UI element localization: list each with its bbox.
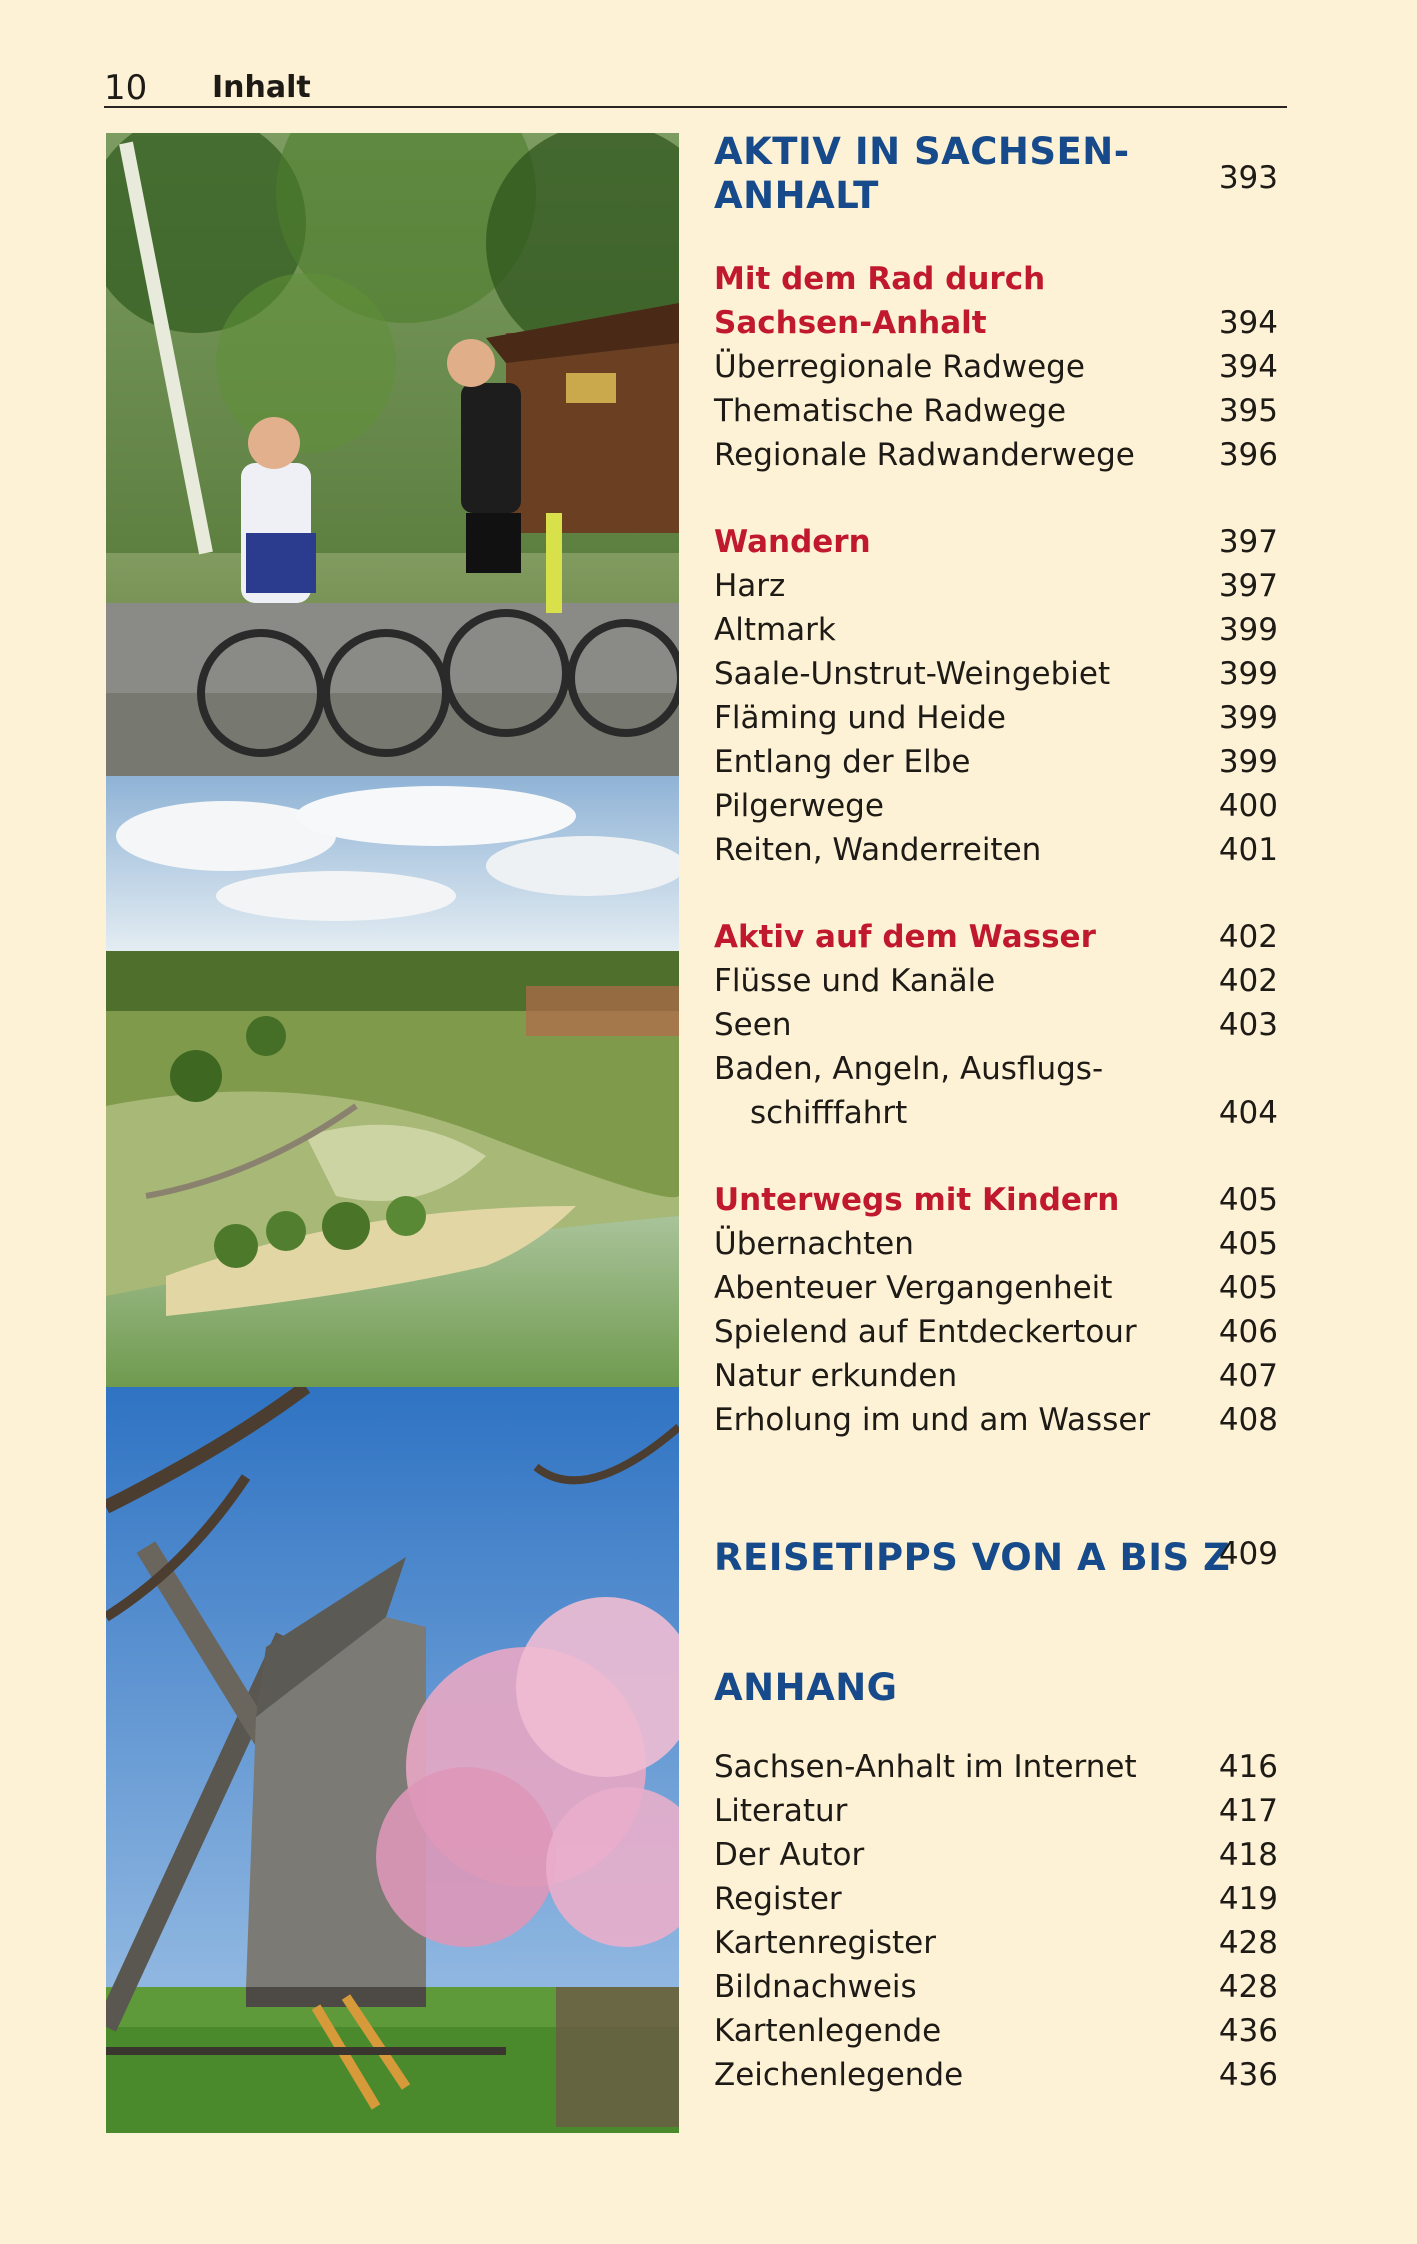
cyclists-photo — [106, 133, 679, 776]
toc-page-number: 409 — [1218, 1536, 1278, 1572]
toc-entry[interactable] — [714, 696, 1278, 740]
toc-entry-label: Überregionale Radwege — [714, 349, 1085, 385]
toc-page-number: 405 — [1218, 1226, 1278, 1262]
toc-entry-label: Regionale Radwanderwege — [714, 437, 1135, 473]
toc-page-number: 394 — [1218, 305, 1278, 341]
toc-entry[interactable] — [714, 1266, 1278, 1310]
toc-entry[interactable] — [714, 1003, 1278, 1047]
toc-page-number: 399 — [1218, 612, 1278, 648]
toc-entry[interactable] — [714, 1833, 1278, 1877]
toc-entry[interactable] — [714, 1877, 1278, 1921]
toc-entry[interactable] — [714, 1789, 1278, 1833]
toc-entry-label: Flüsse und Kanäle — [714, 963, 996, 999]
toc-page-number: 428 — [1218, 1925, 1278, 1961]
toc-page-number: 405 — [1218, 1182, 1278, 1218]
toc-entry-label: Thematische Radwege — [714, 393, 1067, 429]
toc-section-title: Sachsen-Anhalt — [714, 305, 987, 341]
toc-entry-label: Abenteuer Vergangenheit — [714, 1270, 1113, 1306]
toc-page-number: 396 — [1218, 437, 1278, 473]
toc-entry-label: Zeichenlegende — [714, 2057, 964, 2093]
toc-entry[interactable] — [714, 1398, 1278, 1442]
toc-entry[interactable] — [714, 828, 1278, 872]
toc-entry-label: Pilgerwege — [714, 788, 884, 824]
toc-page-number: 400 — [1218, 788, 1278, 824]
toc-page-number: 405 — [1218, 1270, 1278, 1306]
toc-entry-label: Literatur — [714, 1793, 848, 1829]
toc-entry[interactable] — [714, 1745, 1278, 1789]
toc-page-number: 403 — [1218, 1007, 1278, 1043]
toc-entry[interactable] — [714, 608, 1278, 652]
toc-entry-label: Entlang der Elbe — [714, 744, 971, 780]
toc-section-title: Aktiv auf dem Wasser — [714, 919, 1096, 955]
toc-page-number: 407 — [1218, 1358, 1278, 1394]
photo-column — [106, 133, 679, 2133]
toc-section-heading[interactable] — [714, 520, 1278, 564]
toc-page-number: 404 — [1218, 1095, 1278, 1131]
toc-entry[interactable] — [714, 1354, 1278, 1398]
toc-main-heading[interactable] — [714, 160, 1278, 218]
toc-entry[interactable] — [714, 784, 1278, 828]
toc-entry-label: Übernachten — [714, 1226, 914, 1262]
toc-entry[interactable] — [714, 433, 1278, 477]
toc-entry[interactable] — [714, 1921, 1278, 1965]
toc-page-number: 401 — [1218, 832, 1278, 868]
toc-main-heading[interactable] — [714, 130, 1278, 174]
toc-entry-label: Kartenregister — [714, 1925, 936, 1961]
toc-section-heading[interactable] — [714, 301, 1278, 345]
toc-entry-label: Altmark — [714, 612, 836, 648]
toc-entry[interactable] — [714, 2009, 1278, 2053]
toc-page-number: 428 — [1218, 1969, 1278, 2005]
toc-page-number: 418 — [1218, 1837, 1278, 1873]
toc-entry-label: Erholung im und am Wasser — [714, 1402, 1151, 1438]
toc-section-title: Unterwegs mit Kindern — [714, 1182, 1120, 1218]
toc-entry-label: Seen — [714, 1007, 792, 1043]
toc-entry[interactable] — [714, 652, 1278, 696]
toc-page-number: 402 — [1218, 963, 1278, 999]
windmill-photo — [106, 1387, 679, 2133]
toc-entry-label: Reiten, Wanderreiten — [714, 832, 1042, 868]
toc-section-title: Wandern — [714, 524, 871, 560]
toc-entry-label: Register — [714, 1881, 842, 1917]
toc-entry[interactable] — [714, 564, 1278, 608]
toc-entry[interactable] — [714, 2053, 1278, 2097]
toc-page-number: 399 — [1218, 656, 1278, 692]
toc-page-number: 406 — [1218, 1314, 1278, 1350]
toc-page-number: 399 — [1218, 700, 1278, 736]
toc-page-number: 402 — [1218, 919, 1278, 955]
toc-section-title: Mit dem Rad durch — [714, 261, 1046, 297]
toc-page-number: 419 — [1218, 1881, 1278, 1917]
toc-entry-label: Baden, Angeln, Ausflugs- — [714, 1051, 1104, 1087]
toc-entry-label: Spielend auf Entdeckertour — [714, 1314, 1137, 1350]
toc-entry[interactable] — [714, 1965, 1278, 2009]
toc-page-number: 397 — [1218, 524, 1278, 560]
toc-page-number: 397 — [1218, 568, 1278, 604]
toc-entry-label: schifffahrt — [750, 1095, 908, 1131]
toc-entry[interactable] — [714, 959, 1278, 1003]
toc-main-heading[interactable] — [714, 1660, 1278, 1716]
toc-heading-line: ANHANG — [714, 1666, 898, 1709]
toc-page-number: 393 — [1218, 160, 1278, 196]
toc-entry-label: Kartenlegende — [714, 2013, 942, 2049]
toc-page-number: 394 — [1218, 349, 1278, 385]
toc-entry[interactable] — [714, 345, 1278, 389]
toc-entry[interactable] — [714, 389, 1278, 433]
toc-page-number: 395 — [1218, 393, 1278, 429]
toc-page-number: 436 — [1218, 2013, 1278, 2049]
page-number: 10 — [104, 68, 148, 108]
toc-heading-line: ANHALT — [714, 174, 879, 217]
toc-entry-label: Der Autor — [714, 1837, 865, 1873]
running-title: Inhalt — [212, 70, 311, 105]
page-header — [104, 70, 1287, 108]
toc-entry-label: Fläming und Heide — [714, 700, 1007, 736]
toc-entry-label: Saale-Unstrut-Weingebiet — [714, 656, 1111, 692]
toc-entry[interactable] — [714, 740, 1278, 784]
toc-page-number: 408 — [1218, 1402, 1278, 1438]
toc-entry-label: Natur erkunden — [714, 1358, 958, 1394]
toc-heading-line: AKTIV IN SACHSEN- — [714, 130, 1130, 173]
toc-section-heading[interactable] — [714, 915, 1278, 959]
toc-page-number: 416 — [1218, 1749, 1278, 1785]
toc-page-number: 436 — [1218, 2057, 1278, 2093]
toc-section-heading[interactable] — [714, 1178, 1278, 1222]
toc-entry[interactable] — [714, 1310, 1278, 1354]
toc-heading-line: REISETIPPS VON A BIS Z — [714, 1536, 1231, 1579]
toc-entry-label: Harz — [714, 568, 786, 604]
toc-entry-label: Sachsen-Anhalt im Internet — [714, 1749, 1137, 1785]
toc-section-heading[interactable] — [714, 257, 1278, 301]
toc-page-number: 399 — [1218, 744, 1278, 780]
toc-entry[interactable] — [714, 1091, 1278, 1135]
toc-entry[interactable] — [714, 1222, 1278, 1266]
lake-landscape-photo — [106, 776, 679, 1387]
toc-entry[interactable] — [714, 1047, 1278, 1091]
toc-entry-label: Bildnachweis — [714, 1969, 917, 2005]
toc-page-number: 417 — [1218, 1793, 1278, 1829]
toc-main-heading[interactable] — [714, 1530, 1278, 1586]
